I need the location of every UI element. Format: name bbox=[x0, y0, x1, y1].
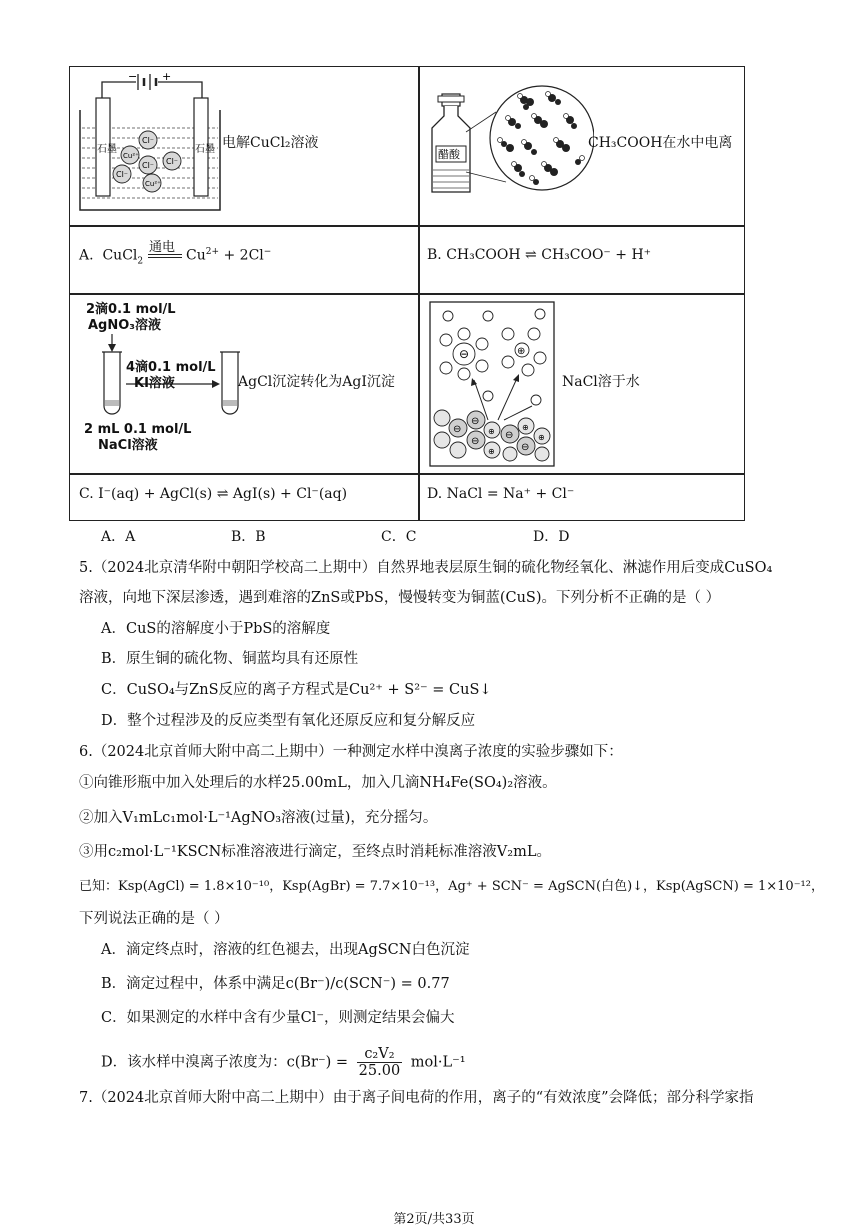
svg-text:⊕: ⊕ bbox=[488, 427, 495, 436]
fraction-denominator: 25.00 bbox=[358, 1063, 401, 1079]
q6-step-3: ③用c₂mol·L⁻¹KSCN标准溶液进行滴定，至终点时消耗标准溶液V₂mL。 bbox=[79, 844, 551, 860]
choice-d[interactable]: D．D bbox=[533, 529, 570, 545]
q5-option-d[interactable]: D．整个过程涉及的反应类型有氧化还原反应和复分解反应 bbox=[101, 713, 476, 729]
q6-option-d-text: D．该水样中溴离子浓度为：c(Br⁻) = bbox=[101, 1054, 353, 1071]
bottle-label: 醋酸 bbox=[438, 148, 460, 161]
choice-a[interactable]: A．A bbox=[101, 529, 136, 545]
choice-b[interactable]: B．B bbox=[231, 529, 266, 545]
option-b-equation: B. CH₃COOH ⇌ CH₃COO⁻ + H⁺ bbox=[427, 247, 652, 263]
chloride-ion-symbol: ⊖ bbox=[459, 347, 470, 361]
nacl-label: 2 mL 0.1 mol/L NaCl溶液 bbox=[84, 422, 192, 453]
q5-stem-line2: 溶液，向地下深层渗透，遇到难溶的ZnS或PbS，慢慢转变为铜蓝(CuS)。下列分析不正确的是（ ） bbox=[79, 590, 721, 606]
ion: Cu²⁺ bbox=[145, 180, 161, 188]
svg-text:⊖: ⊖ bbox=[505, 430, 514, 441]
q6-option-c[interactable]: C．如果测定的水样中含有少量Cl⁻，则测定结果会偏大 bbox=[101, 1010, 455, 1026]
svg-text:⊖: ⊖ bbox=[453, 424, 462, 435]
svg-text:⊖: ⊖ bbox=[471, 436, 480, 447]
ki-label: 4滴0.1 mol/L KI溶液 bbox=[126, 360, 216, 391]
nacl-dissolving-diagram bbox=[428, 300, 558, 470]
svg-text:⊕: ⊕ bbox=[488, 447, 495, 456]
agno3-label: 2滴0.1 mol/L AgNO₃溶液 bbox=[86, 302, 176, 333]
ion: Cl⁻ bbox=[142, 161, 155, 170]
table-rule bbox=[69, 293, 745, 295]
electrolysis-diagram bbox=[74, 70, 224, 220]
q6-stem: 6.（2024北京首师大附中高二上期中）一种测定水样中溴离子浓度的实验步骤如下： bbox=[79, 744, 623, 760]
nacl-caption: NaCl溶于水 bbox=[562, 374, 640, 390]
battery-plus: + bbox=[162, 70, 172, 83]
electrode-left-label: 石墨 bbox=[97, 144, 117, 155]
agcl-caption: AgCl沉淀转化为AgI沉淀 bbox=[238, 374, 395, 390]
acetic-acid-caption: CH₃COOH在水中电离 bbox=[588, 135, 733, 151]
bromide-fraction bbox=[357, 1046, 403, 1079]
option-d-equation: D. NaCl = Na⁺ + Cl⁻ bbox=[427, 486, 575, 502]
fraction-numerator: c₂V₂ bbox=[357, 1046, 403, 1063]
svg-text:⊖: ⊖ bbox=[521, 442, 530, 453]
q7-stem: 7.（2024北京首师大附中高二上期中）由于离子间电荷的作用，离子的“有效浓度”会降低；部分科学家指 bbox=[79, 1090, 754, 1106]
svg-text:⊕: ⊕ bbox=[522, 423, 529, 432]
table-rule bbox=[69, 225, 745, 227]
q5-stem-line1: 5.（2024北京清华附中朝阳学校高二上期中）自然界地表层原生铜的硫化物经氧化、淋滤作用后变成CuSO₄ bbox=[79, 560, 773, 576]
battery-minus: − bbox=[128, 70, 138, 83]
q6-option-b[interactable]: B．滴定过程中，体系中满足c(Br⁻)/c(SCN⁻) = 0.77 bbox=[101, 976, 450, 992]
q6-question: 下列说法正确的是（ ） bbox=[79, 911, 229, 927]
svg-text:⊖: ⊖ bbox=[471, 416, 480, 427]
ion: Cl⁻ bbox=[166, 157, 179, 166]
q6-step-1: ①向锥形瓶中加入处理后的水样25.00mL，加入几滴NH₄Fe(SO₄)₂溶液。 bbox=[79, 775, 557, 791]
choice-c[interactable]: C．C bbox=[381, 529, 417, 545]
q6-option-d[interactable] bbox=[101, 1046, 466, 1079]
q6-known: 已知：Ksp(AgCl) = 1.8×10⁻¹⁰，Ksp(AgBr) = 7.7×10⁻¹³，Ag⁺ + SCN⁻ = AgSCN(白色)↓，Ksp(AgSCN) = 1×10⁻¹²， bbox=[79, 879, 824, 894]
ion: Cu²⁺ bbox=[123, 152, 139, 160]
electrode-right-label: 石墨 bbox=[195, 144, 215, 155]
q5-option-c[interactable]: C．CuSO₄与ZnS反应的离子方程式是Cu²⁺ + S²⁻ = CuS↓ bbox=[101, 682, 492, 698]
ion: Cl⁻ bbox=[142, 136, 155, 145]
q6-step-2: ②加入V₁mLc₁mol·L⁻¹AgNO₃溶液(过量)，充分摇匀。 bbox=[79, 810, 438, 826]
table-rule bbox=[69, 473, 745, 475]
electrolysis-caption: 电解CuCl₂溶液 bbox=[222, 135, 319, 151]
q5-option-b[interactable]: B．原生铜的硫化物、铜蓝均具有还原性 bbox=[101, 651, 359, 667]
q6-option-a[interactable]: A．滴定终点时，溶液的红色褪去，出现AgSCN白色沉淀 bbox=[101, 942, 470, 958]
option-c-equation: C. I⁻(aq) + AgCl(s) ⇌ AgI(s) + Cl⁻(aq) bbox=[79, 486, 348, 502]
fraction-unit: mol·L⁻¹ bbox=[410, 1054, 466, 1071]
q5-option-a[interactable]: A．CuS的溶解度小于PbS的溶解度 bbox=[101, 621, 331, 637]
option-a-equation: A. CuCl$_2$ $Cu^{2+} + 2Cl^-$ bbox=[79, 247, 272, 267]
page-footer: 第2页/共33页 bbox=[393, 1212, 475, 1227]
svg-text:⊕: ⊕ bbox=[538, 433, 545, 442]
ion: Cl⁻ bbox=[116, 170, 129, 179]
acetic-acid-diagram bbox=[424, 72, 594, 222]
sodium-ion-symbol: ⊕ bbox=[517, 346, 526, 357]
